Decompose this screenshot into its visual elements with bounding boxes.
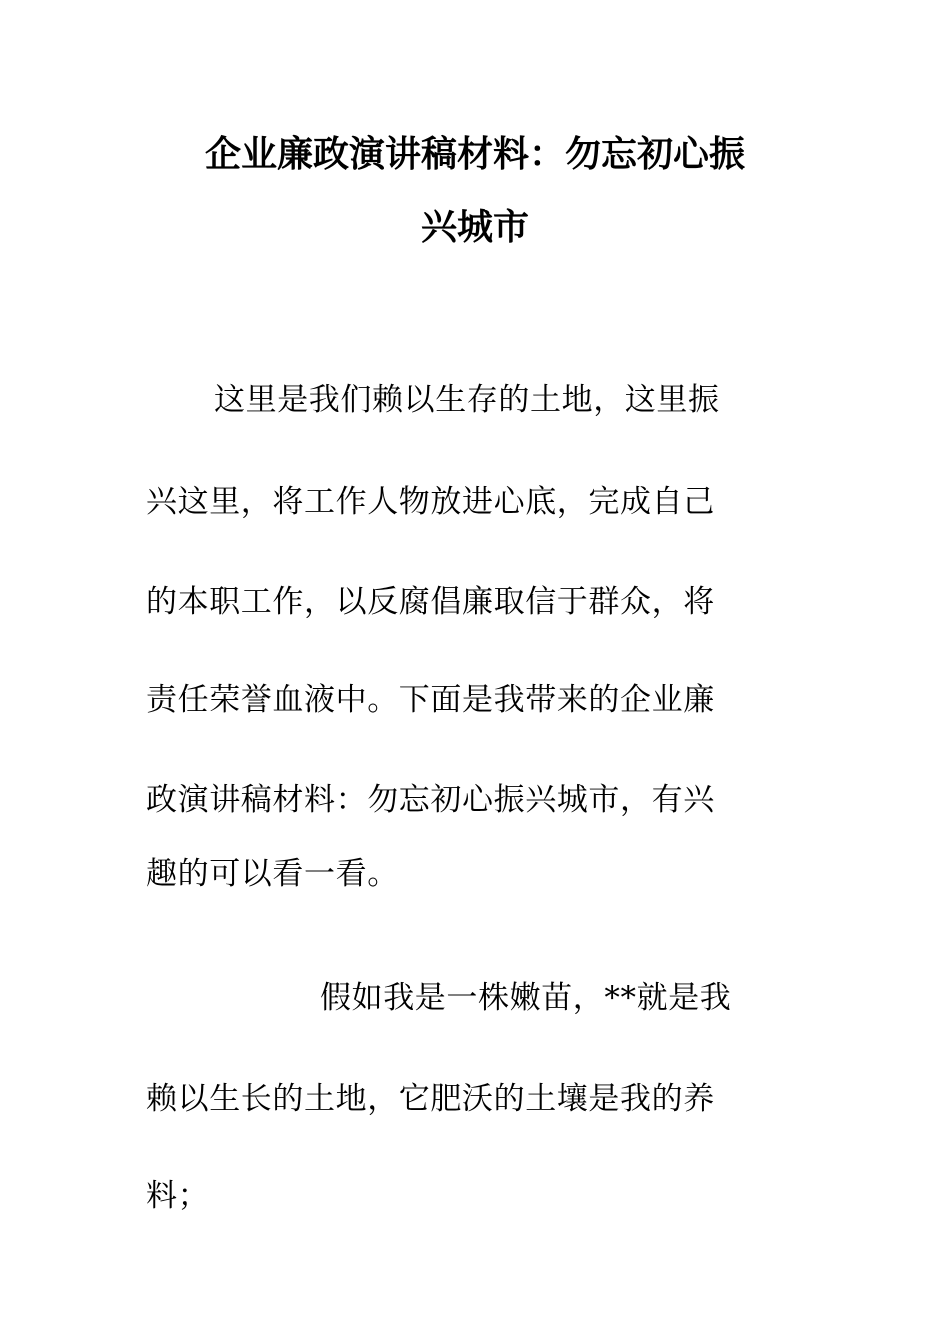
paragraph-2-line-3: 料； xyxy=(146,1178,210,1214)
paragraph-1-line-6: 趣的可以看一看。 xyxy=(146,856,399,892)
document-title-line-2: 兴城市 xyxy=(420,206,529,248)
paragraph-2-line-1: 假如我是一株嫩苗，**就是我 xyxy=(320,980,732,1016)
paragraph-1-line-4: 责任荣誉血液中。下面是我带来的企业廉 xyxy=(146,682,715,718)
document-title-line-1: 企业廉政演讲稿材料：勿忘初心振 xyxy=(204,133,745,175)
paragraph-1-line-1: 这里是我们赖以生存的土地，这里振 xyxy=(214,382,720,418)
paragraph-2-line-2: 赖以生长的土地，它肥沃的土壤是我的养 xyxy=(146,1081,715,1117)
paragraph-1-line-5: 政演讲稿材料：勿忘初心振兴城市，有兴 xyxy=(146,782,715,818)
paragraph-1-line-3: 的本职工作，以反腐倡廉取信于群众，将 xyxy=(146,584,715,620)
paragraph-1-line-2: 兴这里，将工作人物放进心底，完成自己 xyxy=(146,484,715,520)
